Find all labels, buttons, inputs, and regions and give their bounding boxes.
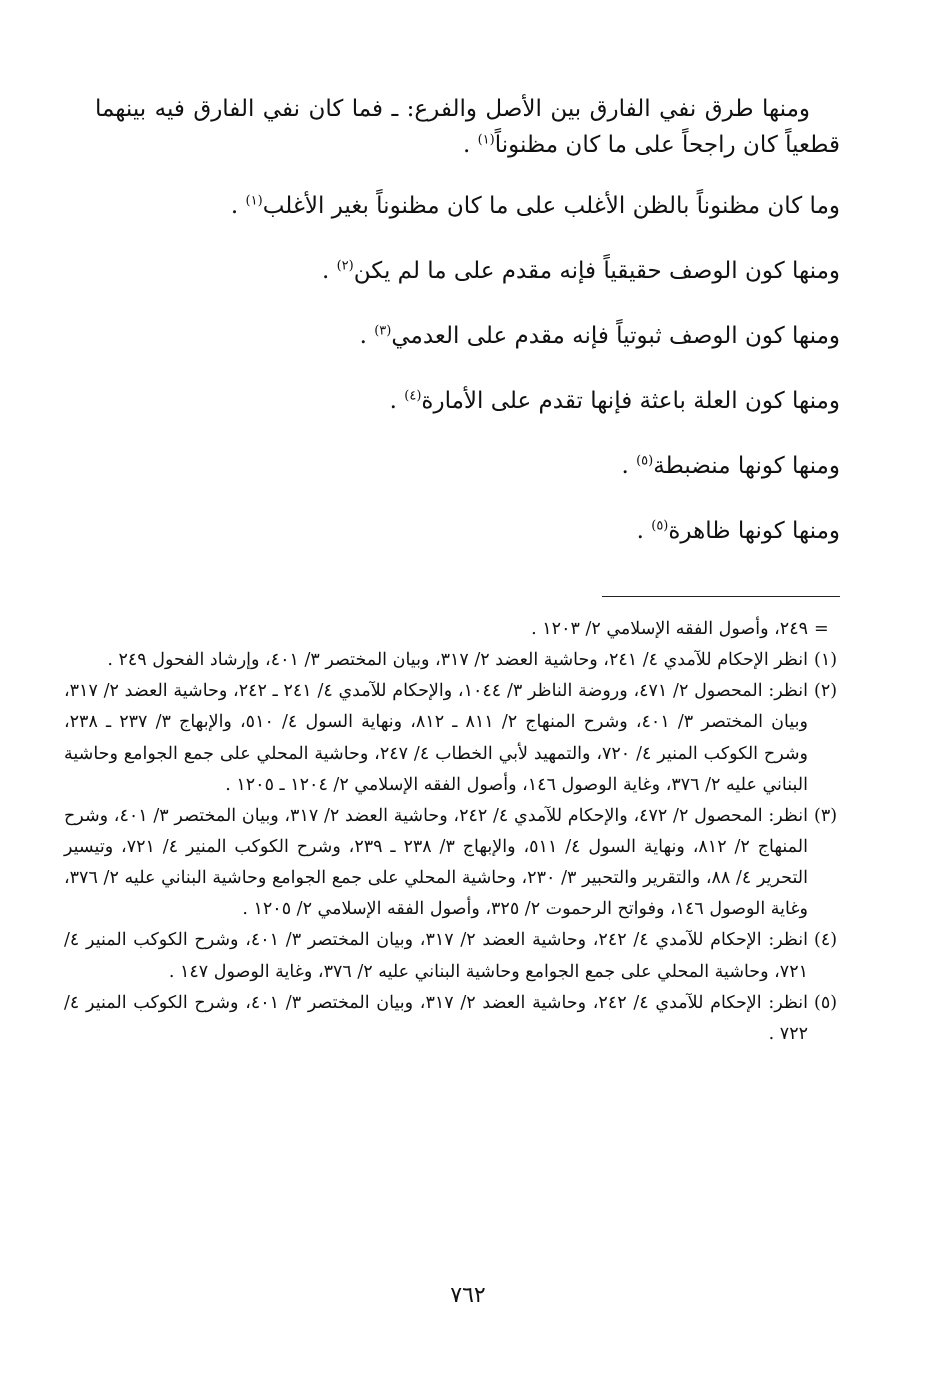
paragraph-wasf-haqiqi	[95, 254, 840, 319]
footnote-ref: (٥)	[651, 518, 669, 534]
paragraph-text: وما كان مظنوناً بالظن الأغلب على ما كان مظنوناً بغير الأغلب	[262, 193, 840, 220]
paragraph-wasf-thubuti	[95, 319, 840, 384]
footnote-5	[64, 988, 844, 1050]
paragraph-end: .	[321, 258, 337, 285]
paragraph-text: ومنها كونها منضبطة	[653, 453, 840, 480]
paragraph-end: .	[462, 131, 478, 158]
footnote-ref: (١)	[477, 131, 495, 147]
paragraph-nafy-al-fariq	[95, 92, 840, 163]
footnote-1	[64, 645, 844, 676]
footnote-marker: (٤)	[814, 930, 838, 951]
footnote-ref: (٥)	[636, 453, 654, 469]
footnote-3	[64, 801, 844, 926]
footnote-marker: (١)	[814, 650, 838, 671]
footnote-text: ٢٤٩، وأصول الفقه الإسلامي ٢/ ١٢٠٣ .	[531, 619, 808, 639]
footnote-marker: (٢)	[814, 681, 838, 702]
paragraph-end: .	[636, 518, 652, 545]
footnote-ref: (٣)	[374, 323, 392, 339]
footnote-text: انظر: المحصول ٢/ ٤٧٢، والإحكام للآمدي ٤/ ٢٤٢، وحاشية العضد ٢/ ٣١٧، وبيان المختصر ٣/ ٤٠١، وشرح المنهاج ٢/ ٨١٢، ونهاية السول ٤/ ٥١١، والإبهاج ٣/ ٢٣٨ ـ ٢٣٩، وشرح الكوكب المنير ٤/ ٧٢١، وتيسير التحرير ٤/ ٨٨، والتقرير والتحبير ٣/ ٢٣٠، وحاشية المحلي على جمع الجوامع وحاشية البناني عليه ٢/ ٣٧٦، وغاية الوصول ١٤٦، وفواتح الرحموت ٢/ ٣٢٥، وأصول الفقه الإسلامي ٢/ ١٢٠٥ .	[64, 805, 809, 920]
footnote-marker: =	[814, 619, 829, 639]
paragraph-text: ومنها كون الوصف حقيقياً فإنه مقدم على ما لم يكن	[353, 258, 840, 285]
footnote-text: انظر: الإحكام للآمدي ٤/ ٢٤٢، وحاشية العضد ٢/ ٣١٧، وبيان المختصر ٣/ ٤٠١، وشرح الكوكب المنير ٤/ ٧٢٢ .	[64, 992, 808, 1044]
footnote-text: انظر: الإحكام للآمدي ٤/ ٢٤٢، وحاشية العضد ٢/ ٣١٧، وبيان المختصر ٣/ ٤٠١، وشرح الكوكب المنير ٤/ ٧٢١، وحاشية المحلي على جمع الجوامع وحاشية البناني عليه ٢/ ٣٧٦، وغاية الوصول ١٤٧ .	[64, 930, 808, 982]
footnote-text: انظر: المحصول ٢/ ٤٧١، وروضة الناظر ٣/ ١٠٤٤، والإحكام للآمدي ٤/ ٢٤١ ـ ٢٤٢، وحاشية العضد ٢/ ٣١٧، وبيان المختصر ٣/ ٤٠١، وشرح المنهاج ٢/ ٨١١ ـ ٨١٢، ونهاية السول ٤/ ٥١٠، والإبهاج ٣/ ٢٣٧ ـ ٢٣٨، وشرح الكوكب المنير ٤/ ٧٢٠، والتمهيد لأبي الخطاب ٤/ ٢٤٧، وحاشية المحلي على جمع الجوامع وحاشية البناني عليه ٢/ ٣٧٦، وغاية الوصول ١٤٦، وأصول الفقه الإسلامي ٢/ ١٢٠٤ ـ ١٢٠٥ .	[64, 681, 808, 795]
footnote-text: انظر الإحكام للآمدي ٤/ ٢٤١، وحاشية العضد ٢/ ٣١٧، وبيان المختصر ٣/ ٤٠١، وإرشاد الفحول ٢٤٩ .	[107, 650, 808, 671]
footnote-2	[64, 676, 844, 801]
paragraph-zann-aghlab	[95, 189, 840, 254]
footnote-marker: (٣)	[814, 805, 838, 826]
paragraph-end: .	[359, 323, 375, 350]
footnote-ref: (٤)	[404, 388, 422, 404]
paragraph-end: .	[621, 453, 637, 480]
footnote-separator	[602, 596, 840, 597]
footnote-continuation	[64, 614, 844, 645]
paragraph-zahira	[95, 514, 840, 579]
paragraph-text: ومنها كون الوصف ثبوتياً فإنه مقدم على العدمي	[391, 323, 840, 350]
paragraph-illa-baitha	[95, 384, 840, 449]
paragraph-end: .	[389, 388, 405, 415]
paragraph-text: ومنها كونها ظاهرة	[668, 518, 840, 545]
paragraph-end: .	[230, 193, 246, 220]
footnote-ref: (٢)	[336, 258, 354, 274]
paragraph-mundabita	[95, 449, 840, 514]
footnotes	[64, 614, 844, 1050]
footnote-ref: (١)	[245, 193, 263, 209]
footnote-marker: (٥)	[814, 992, 838, 1013]
paragraph-text: ومنها كون العلة باعثة فإنها تقدم على الأمارة	[421, 388, 840, 415]
paragraph-text: ومنها طرق نفي الفارق بين الأصل والفرع: ـ فما كان نفي الفارق فيه بينهما قطعياً كان راجحاً على ما كان مظنوناً	[95, 96, 840, 158]
main-text	[95, 92, 840, 579]
page-number: ٧٦٢	[450, 1283, 486, 1308]
footnote-4	[64, 925, 844, 987]
